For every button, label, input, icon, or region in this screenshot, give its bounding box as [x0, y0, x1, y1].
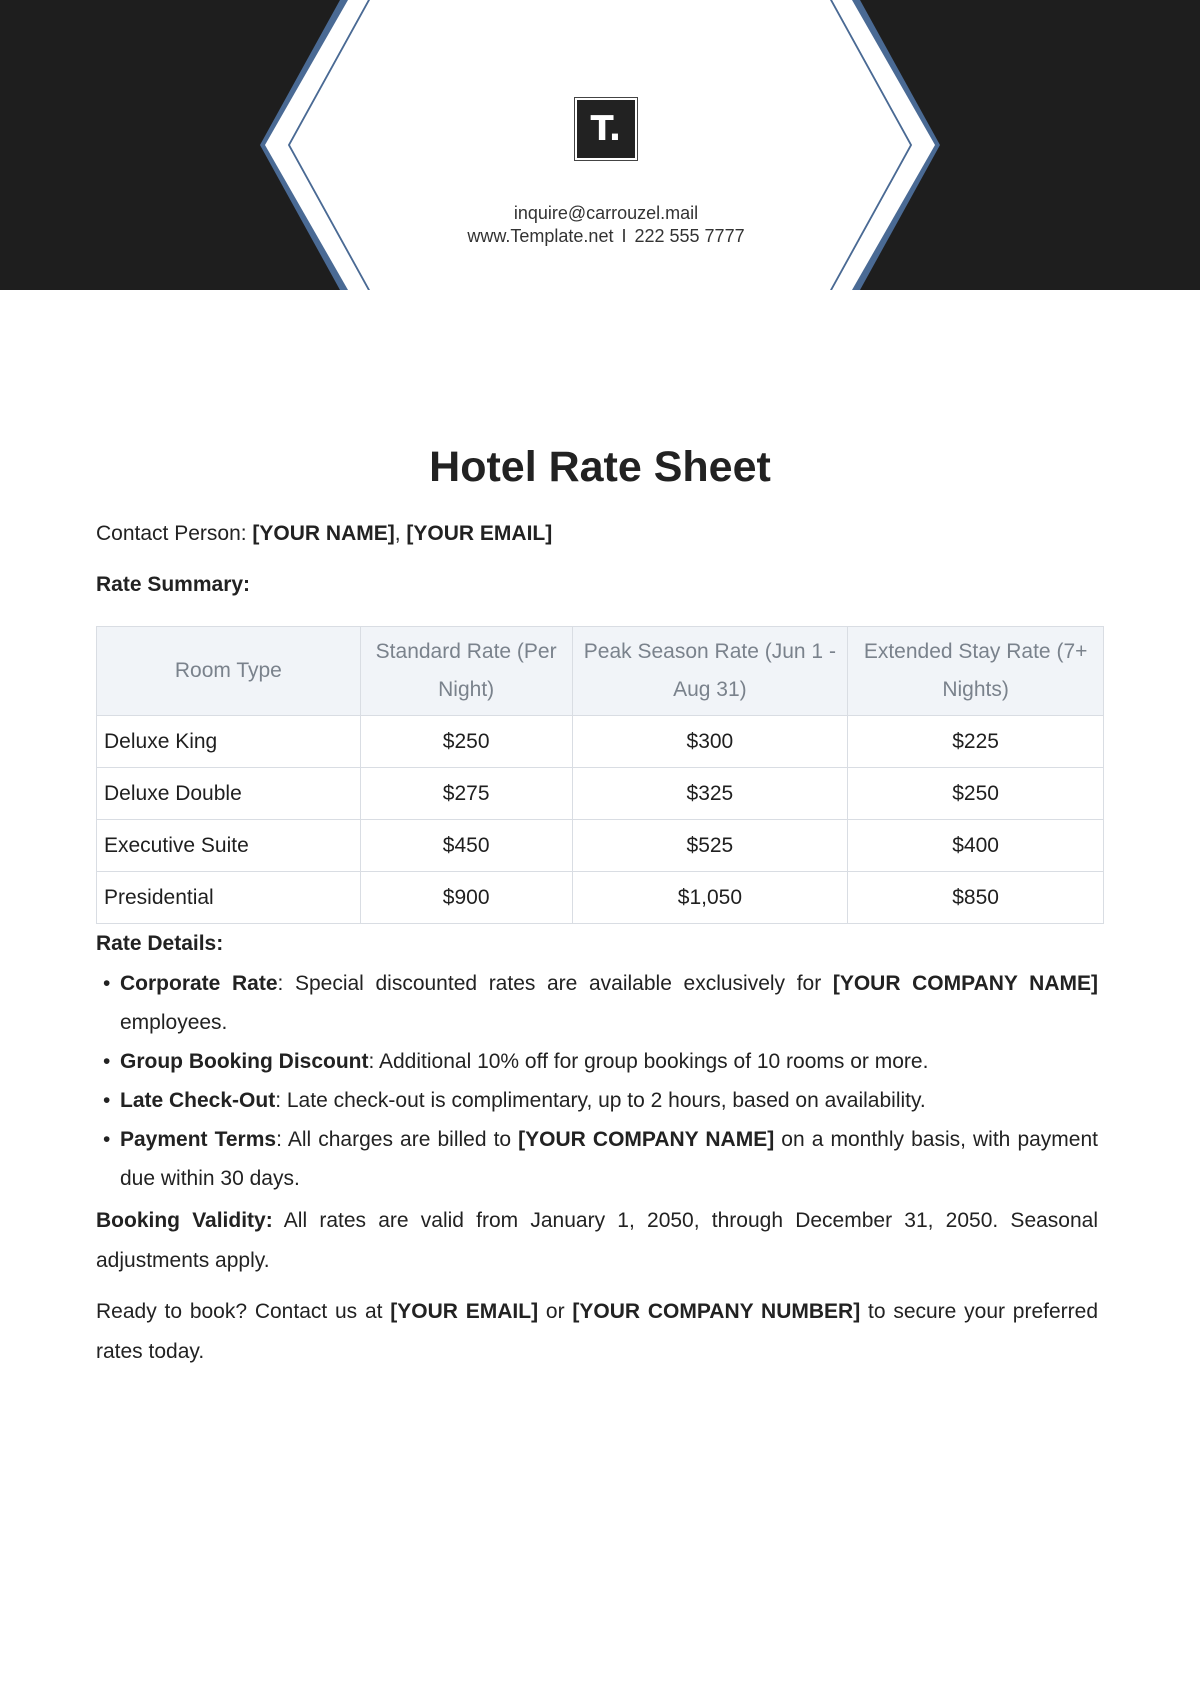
column-header: Standard Rate (Per Night) [360, 627, 572, 716]
contact-comma: , [394, 522, 407, 545]
validity-text: All rates are valid from January 1, 2050, through December 31, 2050. Seasonal adjustments apply. [96, 1209, 1098, 1272]
detail-placeholder: [YOUR COMPANY NAME] [518, 1128, 775, 1151]
closing-text: Ready to book? Contact us at [96, 1300, 391, 1323]
column-header: Peak Season Rate (Jun 1 - Aug 31) [572, 627, 848, 716]
booking-validity [96, 1201, 1098, 1281]
rate-summary-label: Rate Summary: [96, 573, 251, 596]
header-website[interactable]: www.Template.net [467, 226, 614, 246]
contact-email: [YOUR EMAIL] [406, 522, 553, 545]
list-item [120, 964, 1098, 1042]
detail-text: : All charges are billed to [276, 1128, 519, 1151]
rate-details-list [96, 964, 1098, 1198]
detail-term: Late Check-Out [120, 1089, 276, 1112]
table-row [97, 820, 1104, 872]
closing-number: [YOUR COMPANY NUMBER] [572, 1300, 861, 1323]
rate-cell: $400 [848, 820, 1104, 872]
rate-cell: $225 [848, 716, 1104, 768]
header-website-phone [400, 226, 812, 247]
list-item [120, 1120, 1098, 1198]
rate-cell: $250 [848, 768, 1104, 820]
room-type-cell: Presidential [97, 872, 361, 924]
contact-person [96, 514, 1098, 554]
detail-placeholder: [YOUR COMPANY NAME] [832, 972, 1099, 995]
contact-label: Contact Person: [96, 522, 253, 545]
page-title: Hotel Rate Sheet [429, 443, 771, 491]
contact-name: [YOUR NAME] [252, 522, 395, 545]
logo-icon: T. [575, 98, 637, 160]
list-item [120, 1081, 1098, 1120]
closing-paragraph [96, 1292, 1098, 1372]
rate-details-label: Rate Details: [96, 932, 224, 955]
detail-text: : Late check-out is complimentary, up to 2 hours, based on availability. [275, 1089, 926, 1112]
list-item [120, 1042, 1098, 1081]
closing-text: or [538, 1300, 573, 1323]
room-type-cell: Deluxe King [97, 716, 361, 768]
header-phone: 222 555 7777 [634, 226, 745, 246]
validity-label: Booking Validity: [96, 1209, 273, 1232]
column-header: Room Type [97, 627, 361, 716]
rate-cell: $900 [360, 872, 572, 924]
rate-cell: $850 [848, 872, 1104, 924]
rate-cell: $450 [360, 820, 572, 872]
table-row [97, 872, 1104, 924]
rate-cell: $1,050 [572, 872, 848, 924]
detail-text: : Additional 10% off for group bookings of 10 rooms or more. [368, 1050, 929, 1073]
rate-cell: $275 [360, 768, 572, 820]
rate-table [96, 626, 1104, 924]
room-type-cell: Deluxe Double [97, 768, 361, 820]
detail-term: Corporate Rate [120, 972, 278, 995]
header-email[interactable]: inquire@carrouzel.mail [513, 203, 699, 223]
rate-cell: $525 [572, 820, 848, 872]
closing-email: [YOUR EMAIL] [390, 1300, 539, 1323]
closing-text: to secure your preferred rates today. [96, 1300, 1099, 1363]
detail-text-after: on a monthly basis, with payment due within 30 days. [120, 1128, 1098, 1190]
rate-cell: $325 [572, 768, 848, 820]
header-banner [0, 0, 1200, 290]
room-type-cell: Executive Suite [97, 820, 361, 872]
rate-cell: $250 [360, 716, 572, 768]
detail-text-after: employees. [120, 1011, 228, 1034]
table-header-row [97, 627, 1104, 716]
column-header: Extended Stay Rate (7+ Nights) [848, 627, 1104, 716]
detail-text: : Special discounted rates are available exclusively for [277, 972, 833, 995]
table-row [97, 768, 1104, 820]
detail-term: Group Booking Discount [120, 1050, 369, 1073]
rate-cell: $300 [572, 716, 848, 768]
table-row [97, 716, 1104, 768]
detail-term: Payment Terms [120, 1128, 277, 1151]
header-separator: I [621, 226, 627, 246]
